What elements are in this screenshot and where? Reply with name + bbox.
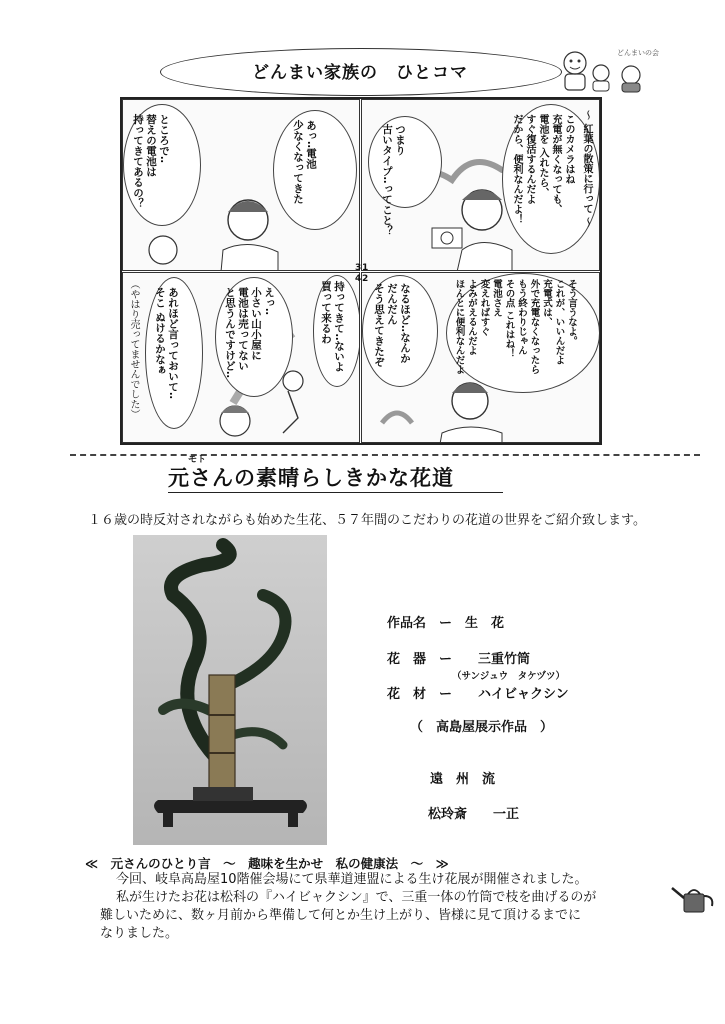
artwork-artist: 松玲斎 一正 [428,807,520,822]
footer-heading: ≪ 元さんのひとり言 〜 趣味を生かせ 私の健康法 〜 ≫ [85,856,449,871]
panel-number: 1 [362,263,369,273]
panel-2-speech-b: ところで‥ 替えの電池は 持ってきてあるの？ [132,114,170,209]
ikebana-photo [133,535,327,845]
panel-4-speech-b: えっ‥ 小さい山小屋に 電池は売ってない と思うんですけど‥ [224,287,275,379]
panel-1-caption: 〜 紅葉の散策に行って 〜 [581,110,592,227]
panel-2-speech-a: あっ‥電池 少なくなってきた [292,120,317,204]
artwork-vessel-reading: （サンジュウ タケヅツ） [452,671,566,682]
footer-paragraph-2a: 私が生けたお花は松科の『ハイビャクシン』で、三重一体の竹筒で枝を曲げるのが [116,890,597,905]
footer-paragraph-2c: なりました。 [100,926,179,941]
panel-number: 4 [355,274,362,284]
panel-1b-speech: つまり 古いタイプ‥ってこと？ [381,124,406,237]
panel-4-aside: （やはり売ってませんでした） [128,279,139,419]
section-title: 元さんの素晴らしきかな花道 [168,466,454,490]
panel-number: 3 [355,263,362,273]
comic-panel-3 [361,272,600,443]
comic-panel-2 [122,99,360,271]
panel-number: 2 [362,274,369,284]
artwork-exhibit-note: （ 高島屋展示作品 ） [410,720,554,735]
title-underline [168,492,503,493]
panel-1-speech: このカメラはね 充電が無くなっても、 電池を 入れたら、 すぐ復活するんだよ だから、便利なんだよ！ [511,114,574,224]
artwork-material: 花 材 ー ハイビャクシン [387,687,569,702]
title-ruby: モト [188,455,207,465]
intro-text: １６歳の時反対されながらも始めた生花、５７年間のこだわりの花道の世界をご紹介致します。 [88,513,646,528]
artwork-school: 遠 州 流 [430,772,496,787]
panel-3-speech-b: なるほど‥なんか だんだん そう思えてきたぞ [373,283,411,367]
section-divider [70,454,700,456]
artwork-vessel: 花 器 ー 三重竹筒 [387,652,531,667]
panel-4-speech-a: 持ってきて‥ないよ 買って来るわ [320,281,345,373]
mascot-caption: どんまいの会 [617,49,659,57]
watering-can-icon [670,882,716,918]
comic-strip [120,97,602,445]
footer-paragraph-1: 今回、岐阜高島屋10階催会場にて県華道連盟による生け花展が開催されました。 [116,872,588,887]
panel-3-speech-a: そう言うなよ。 これが、いいんだよ 充電式は、 外で充電なくなったら もう終わりじゃん その点 これはね！ 電池さえ 変えればすぐ よみがえるんだよ ほんとに便利なんだよ [453,279,577,374]
mascot-illustration [555,45,705,95]
footer-paragraph-2b: 難しいために、数ヶ月前から準備して何とか生け上がり、皆様に見て頂けるまでに [100,908,582,923]
comic-panel-1 [361,99,600,271]
banner-title: どんまい家族の ひとコマ [252,63,468,83]
artwork-name: 作品名 ー 生 花 [387,616,505,631]
panel-4-speech-c: あれほど言っておいて‥ そこ ぬけるかなぁ [154,287,179,400]
comic-panel-4 [122,272,360,443]
